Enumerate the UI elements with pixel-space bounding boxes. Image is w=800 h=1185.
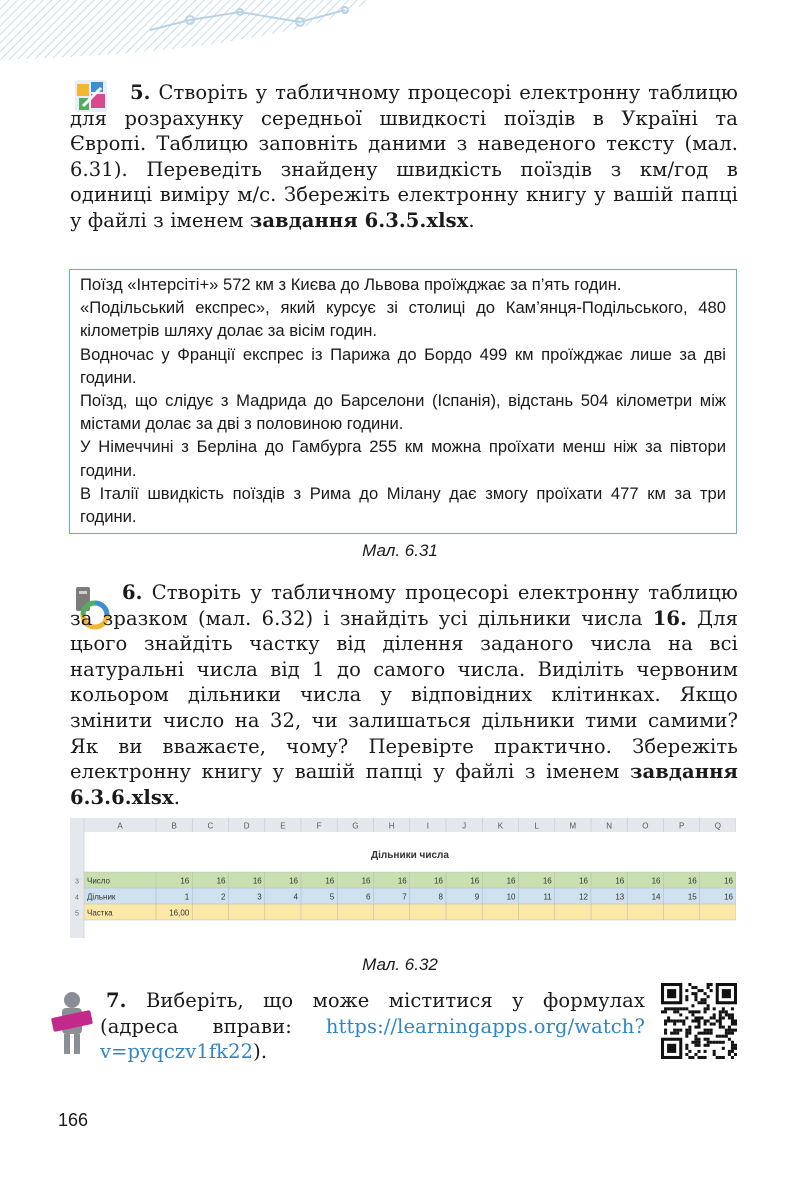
column-letter: A: [117, 821, 123, 831]
cell-value: 16: [470, 876, 480, 886]
qr-finder-core: [722, 989, 731, 998]
figure-caption-6-31: Мал. 6.31: [362, 541, 438, 560]
textbox-paragraph: В Італії швидкість поїздів з Рима до Мілану дає змогу проїхати 477 км за три години.: [80, 483, 726, 527]
row-number: 3: [75, 878, 79, 886]
column-letter: I: [426, 821, 429, 831]
row-number: 5: [75, 910, 79, 918]
page-number: 166: [58, 1110, 89, 1130]
qr-module: [688, 1029, 691, 1032]
qr-module: [688, 1010, 691, 1013]
qr-module: [731, 1047, 734, 1050]
qr-module: [725, 1032, 728, 1035]
qr-module: [710, 1016, 713, 1019]
qr-module: [704, 1001, 707, 1004]
qr-module: [688, 1026, 691, 1029]
qr-module: [707, 1041, 710, 1044]
qr-module: [701, 998, 704, 1001]
textbox-paragraph: «Подільський експрес», який курсує зі столиці до Кам’янця-Подільського, 480 кілометрів шляху долає за вісім годин.: [80, 298, 726, 341]
qr-module: [707, 1004, 710, 1007]
qr-module: [676, 1010, 679, 1013]
qr-module: [722, 1016, 725, 1019]
qr-module: [728, 1053, 731, 1056]
textbox-paragraph: Поїзд «Інтерсіті+» 572 км з Києва до Львова проїжджає за п’ять годин.: [80, 275, 622, 294]
qr-module: [734, 1047, 737, 1050]
qr-module: [697, 1023, 700, 1026]
qr-module: [710, 983, 713, 986]
qr-module: [664, 1019, 667, 1022]
qr-module: [670, 1032, 673, 1035]
qr-module: [694, 995, 697, 998]
exercise-5-filename: завдання 6.3.5.xlsx: [249, 208, 469, 232]
qr-module: [701, 1056, 704, 1059]
qr-module: [664, 1007, 667, 1010]
qr-module: [707, 1044, 710, 1047]
qr-module: [713, 1050, 716, 1053]
qr-module: [685, 1032, 688, 1035]
qr-module: [679, 1007, 682, 1010]
cell-value: 6: [366, 892, 371, 902]
qr-module: [694, 1016, 697, 1019]
cell-value: 11: [543, 892, 552, 902]
qr-module: [707, 986, 710, 989]
qr-module: [731, 1044, 734, 1047]
qr-module: [713, 1013, 716, 1016]
qr-module: [704, 1007, 707, 1010]
column-header-bar: [70, 818, 736, 832]
qr-module: [664, 1032, 667, 1035]
qr-module: [701, 1032, 704, 1035]
cell-value: 5: [329, 892, 335, 902]
qr-module: [691, 986, 694, 989]
column-letter: N: [606, 821, 613, 831]
cell-value: 16: [542, 876, 552, 886]
cell-value: 7: [402, 892, 407, 902]
exercise-7-text: Виберіть, що може міститися у формулах (адреса вправи:: [100, 989, 645, 1038]
cell-value: 1: [184, 892, 190, 902]
qr-module: [661, 1010, 664, 1013]
qr-module: [694, 1053, 697, 1056]
qr-module: [667, 1007, 670, 1010]
qr-module: [694, 1044, 697, 1047]
qr-module: [685, 1035, 688, 1038]
qr-module: [719, 1026, 722, 1029]
qr-module: [710, 989, 713, 992]
column-letter: Q: [714, 821, 721, 831]
qr-module: [716, 1056, 719, 1059]
qr-module: [731, 1032, 734, 1035]
qr-module: [691, 1010, 694, 1013]
qr-module: [719, 1035, 722, 1038]
qr-module: [664, 1010, 667, 1013]
qr-module: [697, 1044, 700, 1047]
qr-module: [685, 1044, 688, 1047]
qr-module: [734, 1053, 737, 1056]
qr-module: [707, 1029, 710, 1032]
qr-module: [676, 1032, 679, 1035]
qr-module: [685, 989, 688, 992]
qr-module: [707, 995, 710, 998]
column-letter: B: [171, 821, 177, 831]
column-letter: G: [352, 821, 359, 831]
spreadsheet-figure: [70, 818, 736, 938]
cell-value: 16: [397, 876, 407, 886]
qr-module: [664, 1023, 667, 1026]
qr-module: [694, 1041, 697, 1044]
exercise-6-number-16: 16.: [652, 606, 687, 630]
qr-module: [707, 1007, 710, 1010]
qr-module: [679, 1019, 682, 1022]
qr-module: [722, 1010, 725, 1013]
qr-module: [704, 1050, 707, 1053]
qr-module: [725, 1035, 728, 1038]
qr-module: [694, 1038, 697, 1041]
cell-value: 16: [434, 876, 443, 886]
qr-module: [704, 1032, 707, 1035]
column-letter: E: [280, 821, 286, 831]
qr-module: [707, 1019, 710, 1022]
qr-module: [697, 1016, 700, 1019]
qr-module: [685, 1007, 688, 1010]
qr-module: [731, 1019, 734, 1022]
exercise-5-number: 5.: [130, 81, 151, 104]
qr-module: [728, 1038, 731, 1041]
qr-module: [697, 1041, 700, 1044]
qr-module: [673, 1029, 676, 1032]
qr-module: [704, 1023, 707, 1026]
qr-module: [716, 1041, 719, 1044]
cell-value: 8: [438, 892, 443, 902]
qr-finder-core: [667, 989, 676, 998]
qr-module: [691, 992, 694, 995]
qr-module: [728, 1026, 731, 1029]
qr-module: [713, 1023, 716, 1026]
qr-module: [719, 1016, 722, 1019]
exercise-5-end: .: [468, 208, 475, 232]
qr-module: [670, 1007, 673, 1010]
textbox-paragraph: У Німеччині з Берліна до Гамбурга 255 км можна проїхати менш ніж за півтори години.: [80, 437, 726, 480]
qr-module: [734, 1019, 737, 1022]
cell-value: 16: [506, 876, 516, 886]
qr-module: [691, 1013, 694, 1016]
cell-value: 16: [651, 876, 661, 886]
qr-module: [704, 992, 707, 995]
qr-module: [704, 1010, 707, 1013]
qr-module: [691, 1056, 694, 1059]
exercise-6-text: Створіть у табличному процесорі електронну таблицю за зразком (мал. 6.32) і знайдіть усі дільники числа: [70, 581, 738, 630]
qr-module: [728, 1016, 731, 1019]
qr-module: [688, 1050, 691, 1053]
qr-module: [713, 1041, 716, 1044]
cell-value: 16: [724, 876, 733, 886]
qr-module: [691, 1041, 694, 1044]
exercise-5-text: Створіть у табличному процесорі електронну таблицю для розрахунку середньої швидкості поїздів в Україні та Європі. Таблицю заповніть даними з наведеного тексту (мал. 6.31). Переведіть знайдену швидкість поїздів з км/год в одиниці виміру м/с. Збережіть електронну книгу у вашій папці у файлі з іменем: [70, 81, 738, 232]
qr-module: [697, 989, 700, 992]
row-number: 4: [75, 894, 79, 902]
qr-module: [722, 1047, 725, 1050]
qr-module: [731, 1007, 734, 1010]
qr-module: [685, 1047, 688, 1050]
qr-module: [707, 1038, 710, 1041]
qr-module: [722, 1007, 725, 1010]
qr-module: [713, 1053, 716, 1056]
qr-module: [731, 1050, 734, 1053]
quotient-row-label: Частка: [87, 908, 113, 918]
cell-value: 9: [474, 892, 480, 902]
column-letter: L: [534, 821, 539, 831]
qr-module: [707, 983, 710, 986]
qr-module: [704, 1019, 707, 1022]
train-facts-box: [69, 269, 737, 534]
column-letter: M: [569, 821, 577, 831]
qr-module: [697, 1032, 700, 1035]
qr-module: [728, 1032, 731, 1035]
qr-module: [682, 1023, 685, 1026]
column-letter: F: [316, 821, 322, 831]
column-letter: H: [388, 821, 395, 831]
qr-module: [704, 1044, 707, 1047]
qr-module: [716, 1019, 719, 1022]
textbox-paragraph: Водночас у Франції експрес із Парижа до Бордо 499 км проїжджає лише за дві години.: [80, 344, 726, 387]
column-letter: K: [497, 821, 504, 831]
qr-module: [694, 986, 697, 989]
cell-value: 14: [651, 892, 661, 902]
qr-module: [719, 1013, 722, 1016]
qr-module: [734, 1044, 737, 1047]
cell-value: 15: [687, 892, 697, 902]
cell-value: 16: [289, 876, 298, 886]
qr-module: [664, 1029, 667, 1032]
qr-module: [719, 1023, 722, 1026]
cell-value: 2: [221, 892, 226, 902]
qr-module: [704, 1038, 707, 1041]
qr-module: [697, 1038, 700, 1041]
qr-module: [710, 1032, 713, 1035]
qr-module: [673, 1019, 676, 1022]
cell-value: 16: [180, 876, 190, 886]
qr-module: [728, 1013, 731, 1016]
qr-module: [701, 1016, 704, 1019]
qr-module: [694, 1026, 697, 1029]
exercise-7-end: ).: [253, 1040, 268, 1064]
qr-module: [704, 1029, 707, 1032]
cell-value: 12: [579, 892, 588, 902]
qr-module: [731, 1029, 734, 1032]
exercise-7-number: 7.: [106, 989, 127, 1012]
cell-value: 16: [615, 876, 625, 886]
qr-module: [731, 1016, 734, 1019]
qr-module: [710, 1041, 713, 1044]
qr-module: [685, 1016, 688, 1019]
textbox-paragraph: Поїзд, що слідує з Мадрида до Барселони (Іспанія), відстань 504 кілометри між містами долає за дві з половиною години.: [80, 391, 726, 434]
cell-value: 4: [293, 892, 298, 902]
qr-module: [688, 1032, 691, 1035]
qr-module: [731, 1041, 734, 1044]
qr-module: [673, 1007, 676, 1010]
qr-module: [722, 1026, 725, 1029]
column-letter: D: [243, 821, 250, 831]
qr-module: [667, 1016, 670, 1019]
qr-module: [685, 1053, 688, 1056]
cell-value: 3: [257, 892, 262, 902]
qr-module: [685, 995, 688, 998]
qr-module: [713, 1016, 716, 1019]
qr-module: [731, 1056, 734, 1059]
column-letter: J: [462, 821, 467, 831]
exercise-6-end: .: [173, 785, 181, 809]
qr-module: [697, 1001, 700, 1004]
qr-module: [707, 1032, 710, 1035]
qr-module: [682, 1007, 685, 1010]
qr-module: [697, 1010, 700, 1013]
cell-value: 16: [687, 876, 697, 886]
qr-module: [676, 1007, 679, 1010]
column-letter: C: [207, 821, 214, 831]
qr-module: [722, 1035, 725, 1038]
qr-module: [673, 1032, 676, 1035]
qr-code-icon[interactable]: [661, 983, 737, 1059]
qr-module: [694, 992, 697, 995]
qr-module: [676, 1019, 679, 1022]
qr-module: [722, 1056, 725, 1059]
empty-area: [84, 920, 736, 938]
qr-module: [688, 1056, 691, 1059]
qr-module: [710, 1029, 713, 1032]
qr-module: [694, 1010, 697, 1013]
divisor-row-label: Дільник: [87, 892, 116, 902]
exercise-6-filename: завдання 6.3.6.xlsx: [70, 760, 738, 809]
qr-module: [697, 1056, 700, 1059]
qr-module: [728, 1050, 731, 1053]
cell-value: 16: [361, 876, 371, 886]
figure-caption-6-32: Мал. 6.32: [362, 955, 438, 974]
qr-module: [701, 989, 704, 992]
qr-module: [685, 998, 688, 1001]
column-letter: O: [642, 821, 649, 831]
qr-module: [716, 1035, 719, 1038]
cell-value: 16: [216, 876, 226, 886]
qr-module: [719, 1019, 722, 1022]
qr-module: [673, 1023, 676, 1026]
exercise-6: [70, 580, 738, 810]
qr-module: [722, 1041, 725, 1044]
number-row-label: Число: [87, 876, 111, 886]
qr-module: [713, 1007, 716, 1010]
qr-module: [694, 1035, 697, 1038]
exercise-7: [100, 988, 645, 1065]
cell-value: 16: [724, 892, 733, 902]
qr-module: [710, 1023, 713, 1026]
qr-module: [697, 1050, 700, 1053]
qr-module: [688, 983, 691, 986]
qr-module: [676, 1029, 679, 1032]
qr-finder-core: [667, 1044, 676, 1053]
qr-module: [734, 1023, 737, 1026]
qr-module: [728, 1029, 731, 1032]
qr-module: [673, 1010, 676, 1013]
qr-module: [725, 1013, 728, 1016]
qr-module: [682, 1019, 685, 1022]
qr-module: [679, 1029, 682, 1032]
qr-module: [704, 1056, 707, 1059]
qr-module: [731, 1023, 734, 1026]
qr-module: [697, 1019, 700, 1022]
qr-module: [719, 1010, 722, 1013]
qr-module: [719, 1041, 722, 1044]
cell-value: 16: [325, 876, 335, 886]
learning-app-icon: [50, 990, 94, 1056]
cell-value: 13: [615, 892, 625, 902]
column-letter: P: [678, 821, 685, 831]
qr-module: [679, 1013, 682, 1016]
qr-module: [731, 1013, 734, 1016]
cell-value: 10: [506, 892, 516, 902]
cell-value: 16,00: [169, 908, 190, 918]
qr-module: [694, 1019, 697, 1022]
qr-module: [697, 1026, 700, 1029]
qr-module: [685, 1029, 688, 1032]
exercise-7-link[interactable]: https://learningapps.org/watch?v=pyqczv1fk22: [100, 1014, 645, 1064]
qr-module: [704, 998, 707, 1001]
qr-module: [691, 1019, 694, 1022]
exercise-6-text-2: Для цього знайдіть частку від ділення заданого числа на всі натуральні числа від 1 до самого числа. Виділіть червоним кольором дільники числа у відповідних клітинках. Якщо змінити число на 32, чи залишаться дільники тими самими? Як ви вважаєте, чому? Перевірте практично. Збережіть електронну книгу у вашій папці у файлі з іменем: [70, 606, 738, 784]
cell-value: 16: [579, 876, 588, 886]
qr-module: [691, 1004, 694, 1007]
corner-ornament: [0, 0, 372, 62]
qr-module: [719, 1056, 722, 1059]
cell-value: 16: [252, 876, 262, 886]
qr-module: [667, 1019, 670, 1022]
sheet-title: Дільники числа: [371, 850, 449, 861]
qr-module: [725, 1029, 728, 1032]
qr-module: [694, 998, 697, 1001]
exercise-6-number: 6.: [122, 581, 143, 604]
exercise-5: [70, 80, 738, 234]
qr-module: [734, 1029, 737, 1032]
qr-module: [670, 1019, 673, 1022]
qr-module: [725, 1010, 728, 1013]
qr-module: [701, 1001, 704, 1004]
